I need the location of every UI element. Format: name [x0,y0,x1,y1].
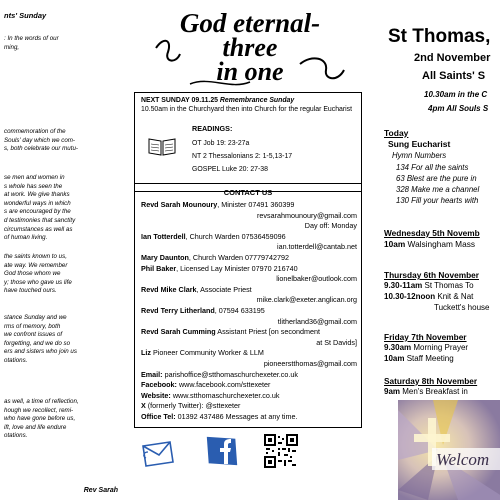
contact-line [141,253,357,263]
contact-name: Liz [141,348,151,358]
today-service: Sung Eucharist [388,139,451,149]
text-line: wonderful ways in which [4,199,71,207]
envelope-icon[interactable] [140,438,176,468]
text-line: forgetting, and we do so [4,339,71,347]
saturday-event: 9am Men's Breakfast in [384,387,468,396]
friday-heading: Friday 7th November [384,332,467,342]
contact-line [141,317,357,327]
paragraph-4 [4,314,116,366]
welcome-image [398,400,500,500]
text-line: at work. We give thanks [4,191,70,199]
contact-detail: 01392 437486 Messages at any time. [175,412,298,421]
contact-line [141,264,357,274]
next-sunday-text [141,97,361,114]
text-line: rms of memory, both [4,322,61,330]
contact-name: Website: [141,390,171,400]
contact-name: Facebook: [141,380,177,390]
thursday-heading: Thursday 6th November [384,270,479,280]
contact-icons [134,432,362,472]
contact-line [141,211,357,221]
hymn-item: 134 For all the saints [396,163,469,172]
text-line: who have gone before us, [4,415,76,423]
contact-line [141,370,357,380]
signature: Rev Sarah [83,487,118,494]
contact-detail: revsarahmounoury@gmail.com [257,210,357,220]
contact-name: Mary Daunton [141,253,189,262]
contact-line [141,380,357,390]
hymn-item: 328 Make me a channel [396,185,480,194]
text-line: commemoration of the [4,128,66,135]
contact-line [141,391,357,401]
left-column [0,0,120,500]
text-line: hough we recollect, remi- [4,406,74,414]
contact-name: Revd Mike Clark [141,284,197,294]
contact-detail: , Minister 07491 360399 [217,200,295,209]
contact-name: Email: [141,369,163,379]
contact-line [141,285,357,295]
contact-detail: at St Davids] [316,337,357,347]
bible-icon [147,135,177,157]
contact-line [141,274,357,284]
contact-name: Phil Baker [141,263,177,273]
contact-line [141,401,357,411]
text-line: s are encouraged by the [4,208,71,216]
paragraph-5 [4,398,116,441]
contact-detail: pioneerstthomas@gmail.com [263,359,357,368]
contact-line [141,338,357,348]
thursday-event-2-location: Tuckett's house [434,303,490,312]
next-sunday-label: NEXT SUNDAY 09.11.25 [141,97,218,104]
service-time-1: 10.30am in the C [424,90,488,99]
text-line: y; those who gave us life [4,278,72,286]
text-line: s, both celebrate our mutu- [4,145,78,153]
contact-name: Revd Sarah Mounoury [141,200,218,209]
contact-detail: www.stthomaschurchexeter.co.uk [170,390,280,400]
contact-detail: , Church Warden 07779742792 [188,253,289,262]
paragraph-1 [4,128,116,154]
church-name: St Thomas, [388,26,491,47]
next-sunday-title: Remembrance Sunday [219,97,295,104]
readings-label: READINGS: [192,124,233,133]
text-line: se men and women in [4,174,65,181]
right-column [380,0,500,500]
text-line: the saints known to us, [4,253,67,260]
text-line: ming, [4,43,20,51]
contact-detail: , Licensed Lay Minister 07970 216740 [176,263,298,273]
contact-line [141,295,357,305]
contact-line [141,412,357,422]
contact-detail: , Associate Priest [196,284,252,294]
text-line: God those whom we [4,270,61,278]
intro-text [4,35,116,52]
wednesday-heading: Wednesday 5th Novemb [384,228,480,238]
contact-line [141,232,357,242]
header-artwork [150,6,350,92]
text-line: have touched ours. [4,287,57,295]
saturday-heading: Saturday 8th November [384,376,478,386]
contact-detail: (formerly Twitter): @sttexeter [145,401,241,411]
contact-line [141,221,357,231]
header-line-3: in one [216,57,284,86]
reading-nt: NT 2 Thessalonians 2: 1-5,13-17 [192,153,293,160]
contact-detail: www.facebook.com/sttexeter [176,380,271,390]
text-line: ift, love and life endure [4,423,67,431]
thursday-event-2: 10.30-12noon Knit & Nat [384,292,474,301]
text-line: d testimonies that sanctity [4,216,76,224]
middle-column [128,0,372,500]
contact-line [141,348,357,358]
contact-name: Office Tel: [141,412,176,421]
next-sunday-detail: 10.50am in the Churchyard then into Church for the regular Eucharist [141,105,353,113]
contact-title: CONTACT US [223,188,273,197]
contact-name: Revd Terry Litherland [141,306,215,315]
contact-detail: Day off: Monday [304,221,357,231]
facebook-icon[interactable] [202,432,242,468]
service-date: 2nd November [414,52,491,64]
friday-event-2: 10am Staff Meeting [384,354,454,363]
paragraph-3 [4,253,116,296]
paragraph-2 [4,174,116,243]
feast-title: All Saints' S [422,70,486,82]
left-title: nts' Sunday [4,11,47,20]
contact-line [141,306,357,316]
reading-ot: OT Job 19: 23-27a [192,140,250,147]
wednesday-event: 10am Walsingham Mass [384,239,476,249]
text-line: we confront issues of [4,331,63,339]
contact-line [141,242,357,252]
contact-detail: Assistant Priest [on secondment [215,327,320,337]
contact-name: X [141,401,146,411]
text-line: stance Sunday and we [4,314,67,321]
hymn-item: 130 Fill your hearts with [396,196,479,205]
contact-detail: , 07594 633195 [214,306,265,315]
text-line: circumstances as well as [4,225,73,233]
swirl-decoration [156,41,180,61]
text-line: of human living. [4,234,48,242]
qr-code-icon[interactable] [264,434,298,468]
thursday-event-1: 9.30-11am St Thomas To [384,281,474,290]
text-line: otations. [4,356,28,364]
contact-detail: Pioneer Community Worker & LLM [150,348,264,358]
hymn-heading: Hymn Numbers [392,151,447,160]
welcome-text: Welcom [436,450,490,469]
contact-detail: , Church Warden 07536459096 [185,231,286,241]
contact-detail: ian.totterdell@cantab.net [276,242,357,252]
header-line-2: three [222,33,278,62]
contact-name: Revd Sarah Cumming [141,327,216,337]
contact-box [134,183,362,428]
text-line: ers and sisters who join us [4,348,77,356]
swirl-decoration [300,58,344,78]
contact-line [141,200,357,210]
contact-line [141,327,357,337]
contact-detail: mike.clark@exeter.anglican.org [256,295,357,305]
text-line: s whole has seen the [4,182,63,190]
text-line: otations. [4,432,28,440]
header-line-1: God eternal- [179,8,321,38]
next-sunday-notice [134,92,362,192]
contact-detail: lionelbaker@outlook.com [276,274,357,284]
contact-line [141,359,357,369]
text-line: as well, a time of reflection, [4,398,79,405]
text-line: ate way. We remember [4,261,68,269]
today-heading: Today [384,128,409,138]
reading-gospel: GOSPEL Luke 20: 27-38 [192,166,268,173]
text-line: : In the words of our [4,35,59,42]
contact-detail: tlitherland36@gmail.com [277,316,357,326]
contact-detail: parishoffice@stthomaschurchexeter.co.uk [162,369,298,379]
service-time-2: 4pm All Souls S [428,104,489,113]
friday-event-1: 9.30am Morning Prayer [384,343,469,352]
hymn-item: 63 Blest are the pure in [396,174,477,183]
contact-name: Ian Totterdell [141,231,186,241]
text-line: Souls' day which we com- [4,136,75,144]
